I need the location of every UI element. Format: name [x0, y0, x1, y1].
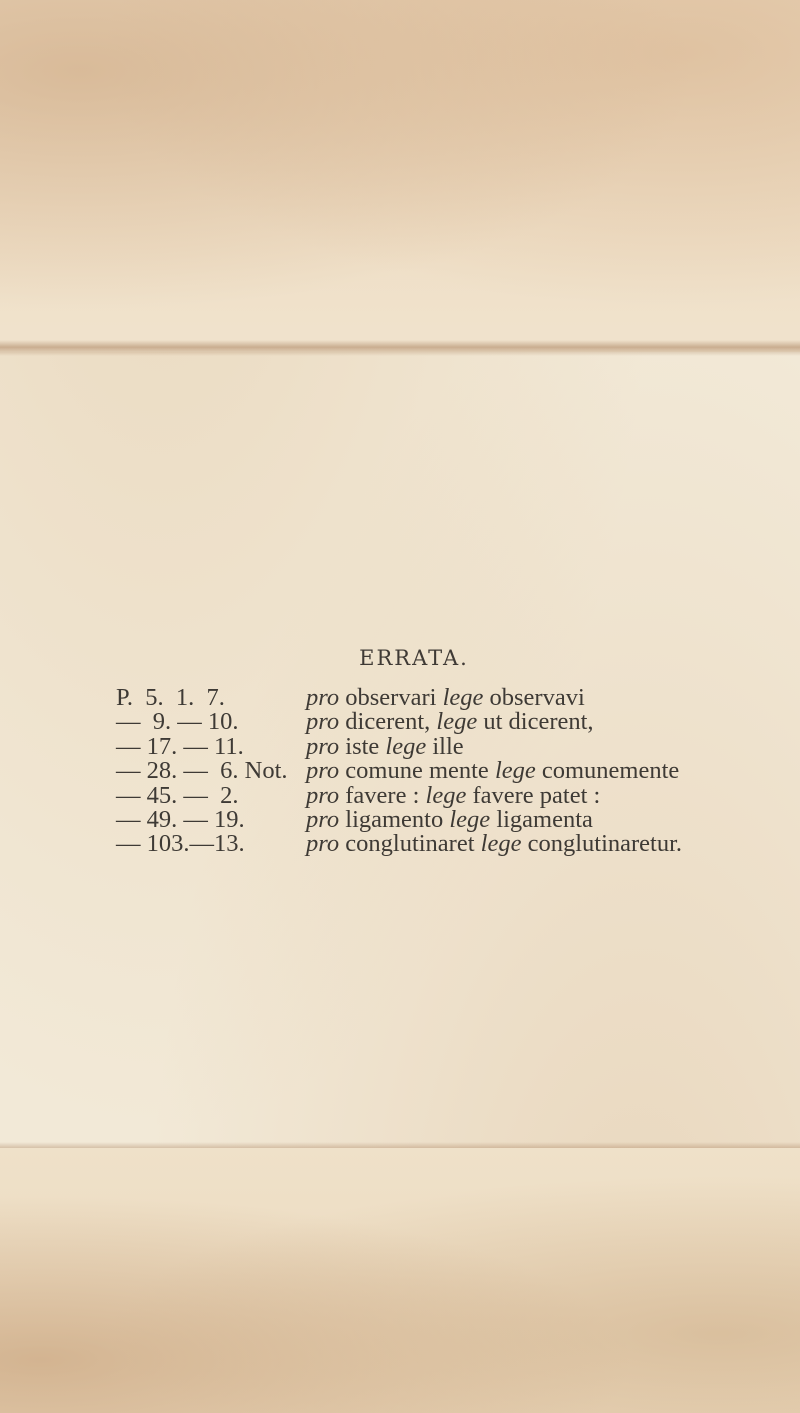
errata-correction: ligamenta — [490, 806, 593, 834]
pro-marker: pro — [306, 684, 340, 711]
errata-reference: — 28. — 6. Not. — [116, 757, 288, 785]
lege-marker: lege — [436, 708, 478, 736]
errata-reference: — 103.—13. — [116, 830, 245, 858]
errata-wrong: dicerent, — [339, 708, 437, 736]
pro-marker: pro — [306, 781, 340, 809]
errata-reference: — 9. — 10. — [116, 708, 239, 736]
pro-marker: pro — [306, 830, 340, 858]
lege-marker: lege — [449, 806, 491, 834]
pro-marker: pro — [306, 757, 340, 785]
errata-correction: conglutinaretur. — [521, 830, 683, 858]
lege-marker: lege — [494, 757, 536, 785]
errata-entry — [116, 710, 796, 734]
errata-heading: ERRATA. — [359, 646, 469, 670]
errata-wrong: conglutinaret — [339, 830, 481, 858]
errata-wrong: favere : — [339, 781, 426, 809]
lege-marker: lege — [480, 830, 522, 858]
top-fold-line — [0, 340, 800, 356]
lege-marker: lege — [425, 781, 467, 809]
errata-entry — [116, 781, 796, 809]
errata-reference: — 17. — 11. — [116, 732, 244, 760]
errata-correction: ille — [426, 732, 464, 760]
errata-correction: observavi — [483, 684, 585, 711]
errata-list — [116, 686, 796, 857]
errata-wrong: comune mente — [339, 757, 495, 785]
errata-reference: P. 5. 1. 7. — [116, 684, 225, 711]
errata-entry — [116, 832, 796, 856]
errata-reference: — 49. — 19. — [116, 806, 245, 834]
errata-wrong: observari — [339, 684, 443, 711]
bottom-stain — [0, 1148, 800, 1413]
errata-correction: ut dicerent, — [477, 708, 594, 736]
errata-entry — [116, 686, 796, 710]
top-stain — [0, 0, 800, 352]
errata-correction: comunemente — [535, 757, 680, 785]
errata-entry — [116, 732, 796, 760]
errata-wrong: ligamento — [339, 806, 450, 834]
errata-correction: favere patet : — [466, 781, 601, 809]
errata-entry — [116, 759, 796, 783]
errata-wrong: iste — [339, 732, 386, 760]
pro-marker: pro — [306, 806, 340, 834]
errata-reference: — 45. — 2. — [116, 781, 239, 809]
errata-entry — [116, 808, 796, 832]
pro-marker: pro — [306, 708, 340, 736]
pro-marker: pro — [306, 732, 340, 760]
lege-marker: lege — [385, 732, 427, 760]
lege-marker: lege — [442, 684, 484, 711]
